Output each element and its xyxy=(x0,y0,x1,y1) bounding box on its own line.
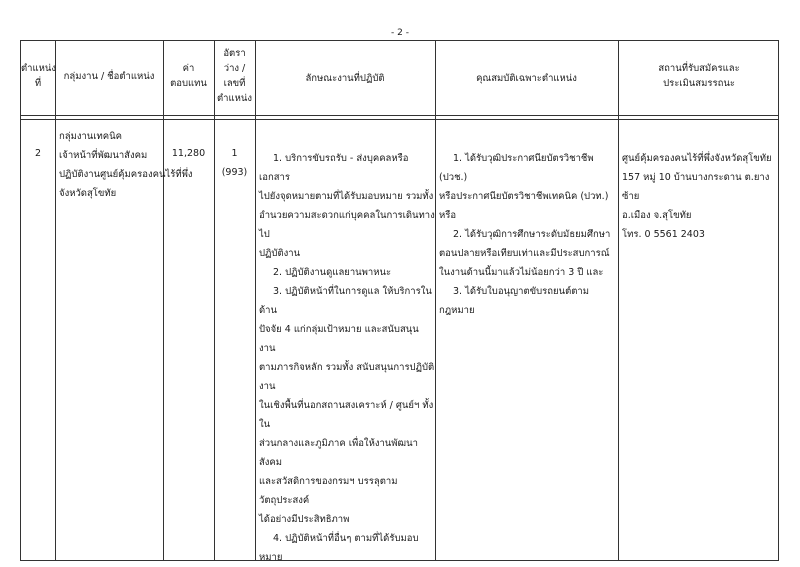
salary-value: 11,280 xyxy=(171,148,206,159)
col-divider xyxy=(618,41,619,560)
header-qualifications: คุณสมบัติเฉพาะตำแหน่ง xyxy=(476,73,577,84)
location-cell: ศูนย์คุ้มครองคนไร้ที่พึ่งจังหวัดสุโขทัย 157 หมู่ 10 บ้านบางกระดาน ต.ยางซ้าย อ.เมือง จ.สุโขทัย โทร. 0 5561 2403 xyxy=(622,153,772,240)
col-divider xyxy=(55,41,56,560)
header-salary: ค่า ตอบแทน xyxy=(170,63,207,89)
position-cell: กลุ่มงานเทคนิค เจ้าหน้าที่พัฒนาสังคม ปฏิบัติงานศูนย์คุ้มครองคนไร้ที่พึ่ง จังหวัดสุโขทัย xyxy=(59,127,204,203)
group-heading: กลุ่มงานเทคนิค xyxy=(59,131,123,142)
col-divider xyxy=(163,41,164,560)
header-duties: ลักษณะงานที่ปฏิบัติ xyxy=(305,73,385,84)
col-divider xyxy=(214,41,215,560)
position-table xyxy=(20,40,779,561)
header-group: กลุ่มงาน / ชื่อตำแหน่ง xyxy=(63,71,155,82)
header-position-number: ตำแหน่ง ที่ xyxy=(21,63,57,89)
row-number: 2 xyxy=(34,148,42,159)
header-rate: อัตรา ว่าง / เลขที่ ตำแหน่ง xyxy=(216,48,253,104)
header-location: สถานที่รับสมัครและ ประเมินสมรรถนะ xyxy=(658,63,740,89)
duties-cell: 1. บริการขับรถรับ - ส่งบุคคลหรือเอกสาร ไปยังจุดหมายตามที่ได้รับมอบหมาย รวมทั้ง อำนวยความสะดวกแก่บุคคลในการเดินทางไป ปฏิบัติงาน 2. ปฏิบัติงานดูแลยานพาหนะ 3. ปฏิบัติหน้าที่ในการดูแล ให้บริการในด้าน ปัจจัย 4 แก่กลุ่มเป้าหมาย และสนับสนุนงาน ตามภารกิจหลัก รวมทั้ง สนับสนุนการปฏิบัติงาน ในเชิงพื้นที่นอกสถานสงเคราะห์ / ศูนย์ฯ ทั้งใน ส่วนกลางและภูมิภาค เพื่อให้งานพัฒนาสังคม และสวัสดิการของกรมฯ บรรลุตามวัตถุประสงค์ ได้อย่างมีประสิทธิภาพ 4. ปฏิบัติหน้าที่อื่นๆ ตามที่ได้รับมอบหมาย xyxy=(259,153,435,563)
col-divider xyxy=(435,41,436,560)
header-divider-double xyxy=(21,119,778,120)
page-number: - 2 - xyxy=(391,28,409,38)
vacancy-cell: 1 (993) xyxy=(221,148,248,178)
header-divider xyxy=(21,115,778,116)
col-divider xyxy=(255,41,256,560)
qualifications-cell: 1. ได้รับวุฒิประกาศนียบัตรวิชาชีพ (ปวช.) หรือประกาศนียบัตรวิชาชีพเทคนิค (ปวท.) หรือ 2. ได้รับวุฒิการศึกษาระดับมัธยมศึกษา ตอนปลายหรือเทียบเท่าและมีประสบการณ์ ในงานด้านนี้มาแล้วไม่น้อยกว่า 3 ปี และ 3. ได้รับใบอนุญาตขับรถยนต์ตามกฎหมาย xyxy=(439,153,611,316)
